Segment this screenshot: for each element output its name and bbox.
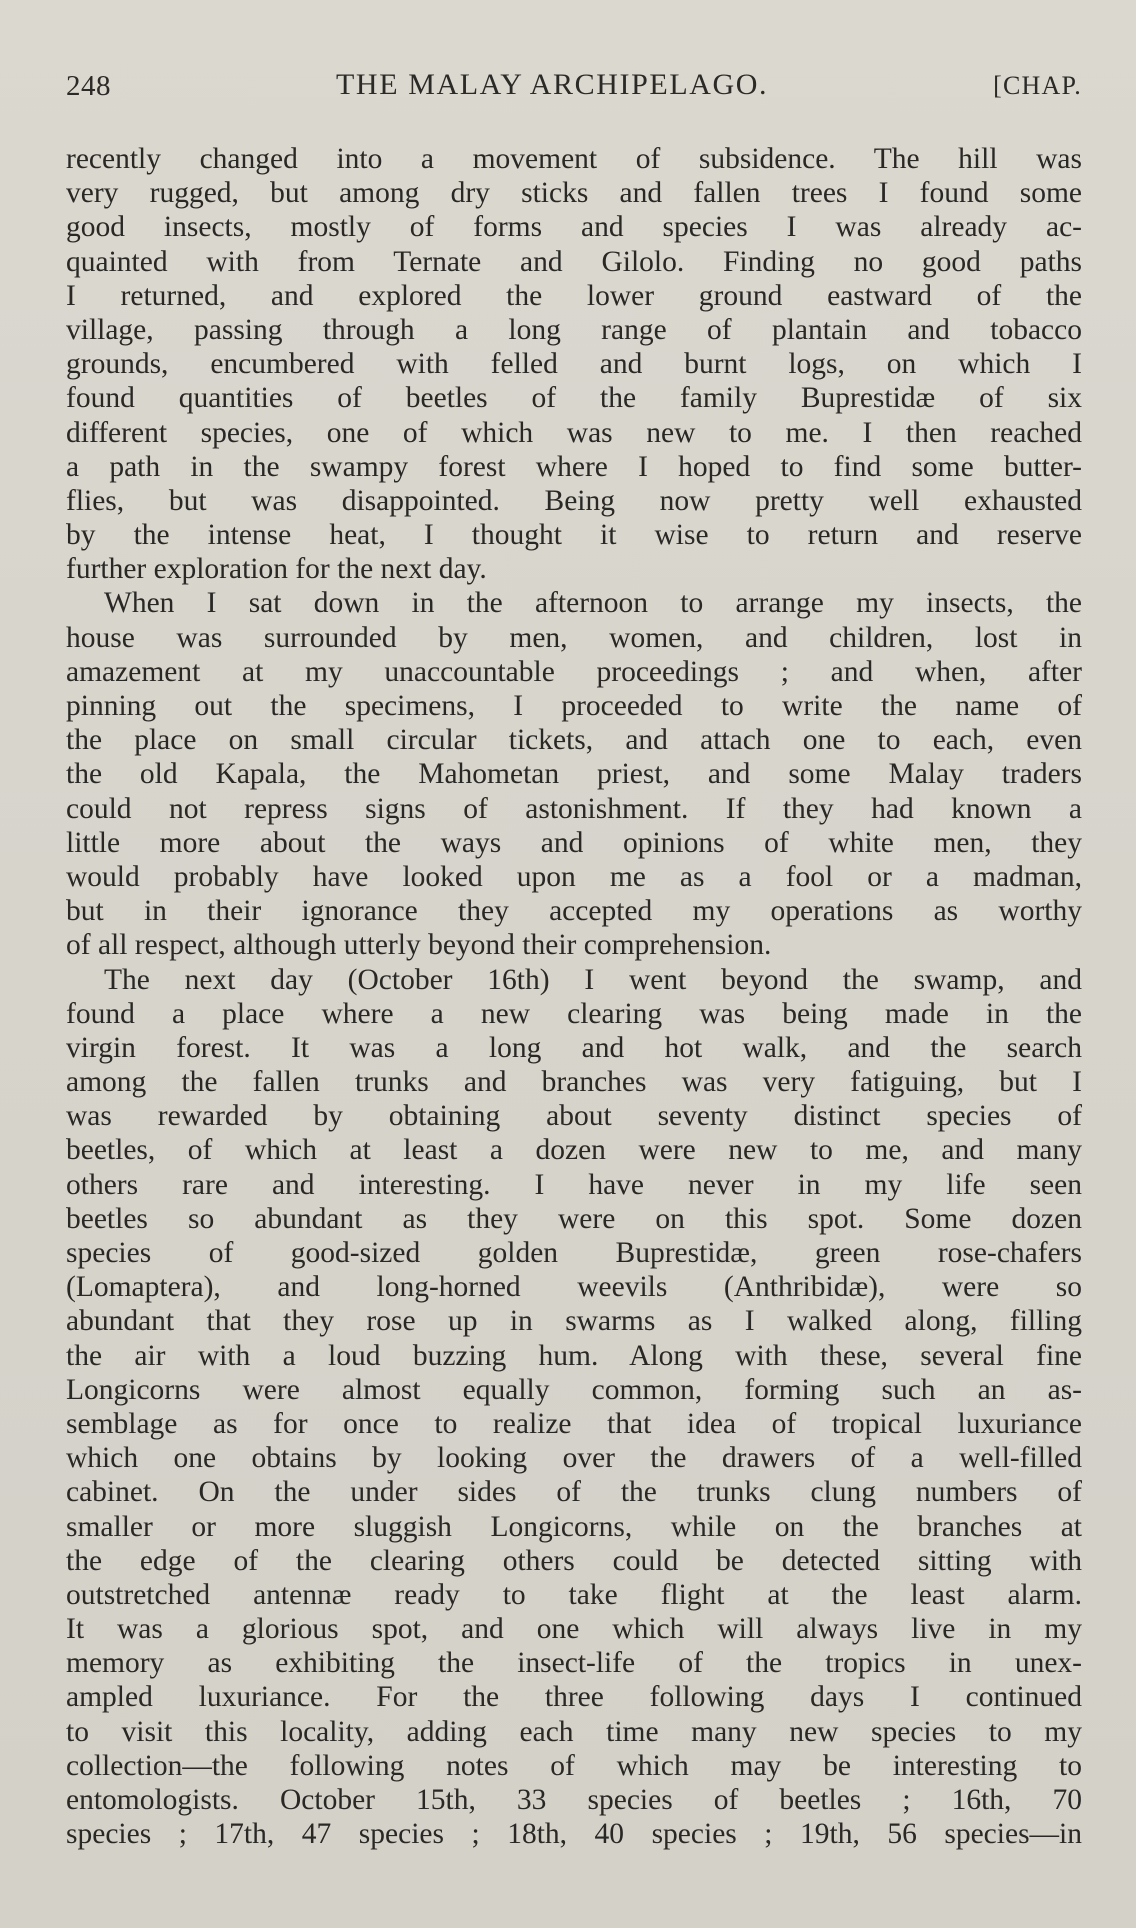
text-line: species ; 17th, 47 species ; 18th, 40 species ; 19th, 56 species—in	[66, 1818, 1082, 1851]
text-line: ampled luxuriance. For the three following days I continued	[66, 1681, 1082, 1714]
text-line: I returned, and explored the lower ground eastward of the	[66, 279, 1082, 312]
running-title: THE MALAY ARCHIPELAGO.	[336, 68, 769, 101]
text-line: pinning out the specimens, I proceeded to write the name of	[66, 690, 1082, 722]
paragraph	[66, 586, 1082, 962]
paragraph	[66, 142, 1082, 586]
text-line: a path in the swampy forest where I hoped to find some butter-	[66, 450, 1082, 483]
text-line: found quantities of beetles of the family Buprestidæ of six	[66, 382, 1082, 415]
text-line: semblage as for once to realize that idea of tropical luxuriance	[66, 1407, 1082, 1440]
text-line: but in their ignorance they accepted my operations as worthy	[66, 895, 1082, 928]
text-line: beetles, of which at least a dozen were new to me, and many	[66, 1134, 1082, 1167]
text-line: of all respect, although utterly beyond their comprehension.	[66, 929, 772, 962]
text-line: the place on small circular tickets, and attach one to each, even	[66, 724, 1082, 757]
text-line: grounds, encumbered with felled and burnt logs, on which I	[66, 348, 1082, 381]
text-line: Longicorns were almost equally common, forming such an as-	[66, 1373, 1082, 1406]
text-line: (Lomaptera), and long-horned weevils (Anthribidæ), were so	[66, 1271, 1082, 1304]
text-line: collection—the following notes of which may be interesting to	[66, 1749, 1082, 1782]
text-line: house was surrounded by men, women, and children, lost in	[66, 621, 1082, 654]
text-line: others rare and interesting. I have never in my life seen	[66, 1168, 1082, 1201]
text-line: by the intense heat, I thought it wise to return and reserve	[66, 519, 1082, 552]
text-line: village, passing through a long range of plantain and tobacco	[66, 313, 1082, 346]
text-line: to visit this locality, adding each time many new species to my	[66, 1715, 1082, 1748]
text-line: abundant that they rose up in swarms as I walked along, filling	[66, 1305, 1082, 1338]
text-line: further exploration for the next day.	[66, 553, 487, 586]
text-line: It was a glorious spot, and one which will always live in my	[66, 1613, 1082, 1646]
text-line: good insects, mostly of forms and species I was already ac-	[66, 211, 1082, 244]
text-line: beetles so abundant as they were on this spot. Some dozen	[66, 1202, 1082, 1235]
paragraph	[66, 963, 1082, 1852]
body-text	[66, 142, 1082, 1851]
text-line: the edge of the clearing others could be detected sitting with	[66, 1544, 1082, 1577]
running-header	[66, 62, 1082, 112]
text-line: the old Kapala, the Mahometan priest, and some Malay traders	[66, 758, 1082, 791]
text-line: quainted with from Ternate and Gilolo. Finding no good paths	[66, 245, 1082, 278]
text-line: the air with a loud buzzing hum. Along with these, several fine	[66, 1339, 1082, 1372]
text-line: among the fallen trunks and branches was very fatiguing, but I	[66, 1066, 1082, 1099]
text-line: would probably have looked upon me as a fool or a madman,	[66, 860, 1082, 893]
chapter-label: [CHAP.	[993, 71, 1082, 100]
text-line: recently changed into a movement of subsidence. The hill was	[66, 143, 1082, 175]
text-line: The next day (October 16th) I went beyond the swamp, and	[104, 963, 1082, 996]
text-line: cabinet. On the under sides of the trunks clung numbers of	[66, 1476, 1082, 1509]
text-line: found a place where a new clearing was being made in the	[66, 997, 1082, 1030]
text-line: memory as exhibiting the insect-life of the tropics in unex-	[66, 1647, 1082, 1680]
text-line: very rugged, but among dry sticks and fallen trees I found some	[66, 177, 1082, 210]
text-line: species of good-sized golden Buprestidæ, green rose-chafers	[66, 1237, 1082, 1269]
text-line: outstretched antennæ ready to take flight at the least alarm.	[66, 1578, 1082, 1611]
text-line: which one obtains by looking over the drawers of a well-filled	[66, 1442, 1082, 1475]
text-line: smaller or more sluggish Longicorns, while on the branches at	[66, 1510, 1082, 1543]
page-number: 248	[66, 70, 111, 102]
text-line: entomologists. October 15th, 33 species of beetles ; 16th, 70	[66, 1784, 1082, 1816]
text-line: When I sat down in the afternoon to arrange my insects, the	[104, 587, 1082, 620]
text-line: could not repress signs of astonishment. If they had known a	[66, 792, 1082, 825]
text-line: flies, but was disappointed. Being now pretty well exhausted	[66, 484, 1082, 517]
text-line: was rewarded by obtaining about seventy distinct species of	[66, 1100, 1082, 1133]
text-line: different species, one of which was new to me. I then reached	[66, 416, 1082, 449]
text-line: little more about the ways and opinions of white men, they	[66, 826, 1082, 859]
text-line: virgin forest. It was a long and hot walk, and the search	[66, 1031, 1082, 1064]
text-line: amazement at my unaccountable proceedings ; and when, after	[66, 655, 1082, 688]
